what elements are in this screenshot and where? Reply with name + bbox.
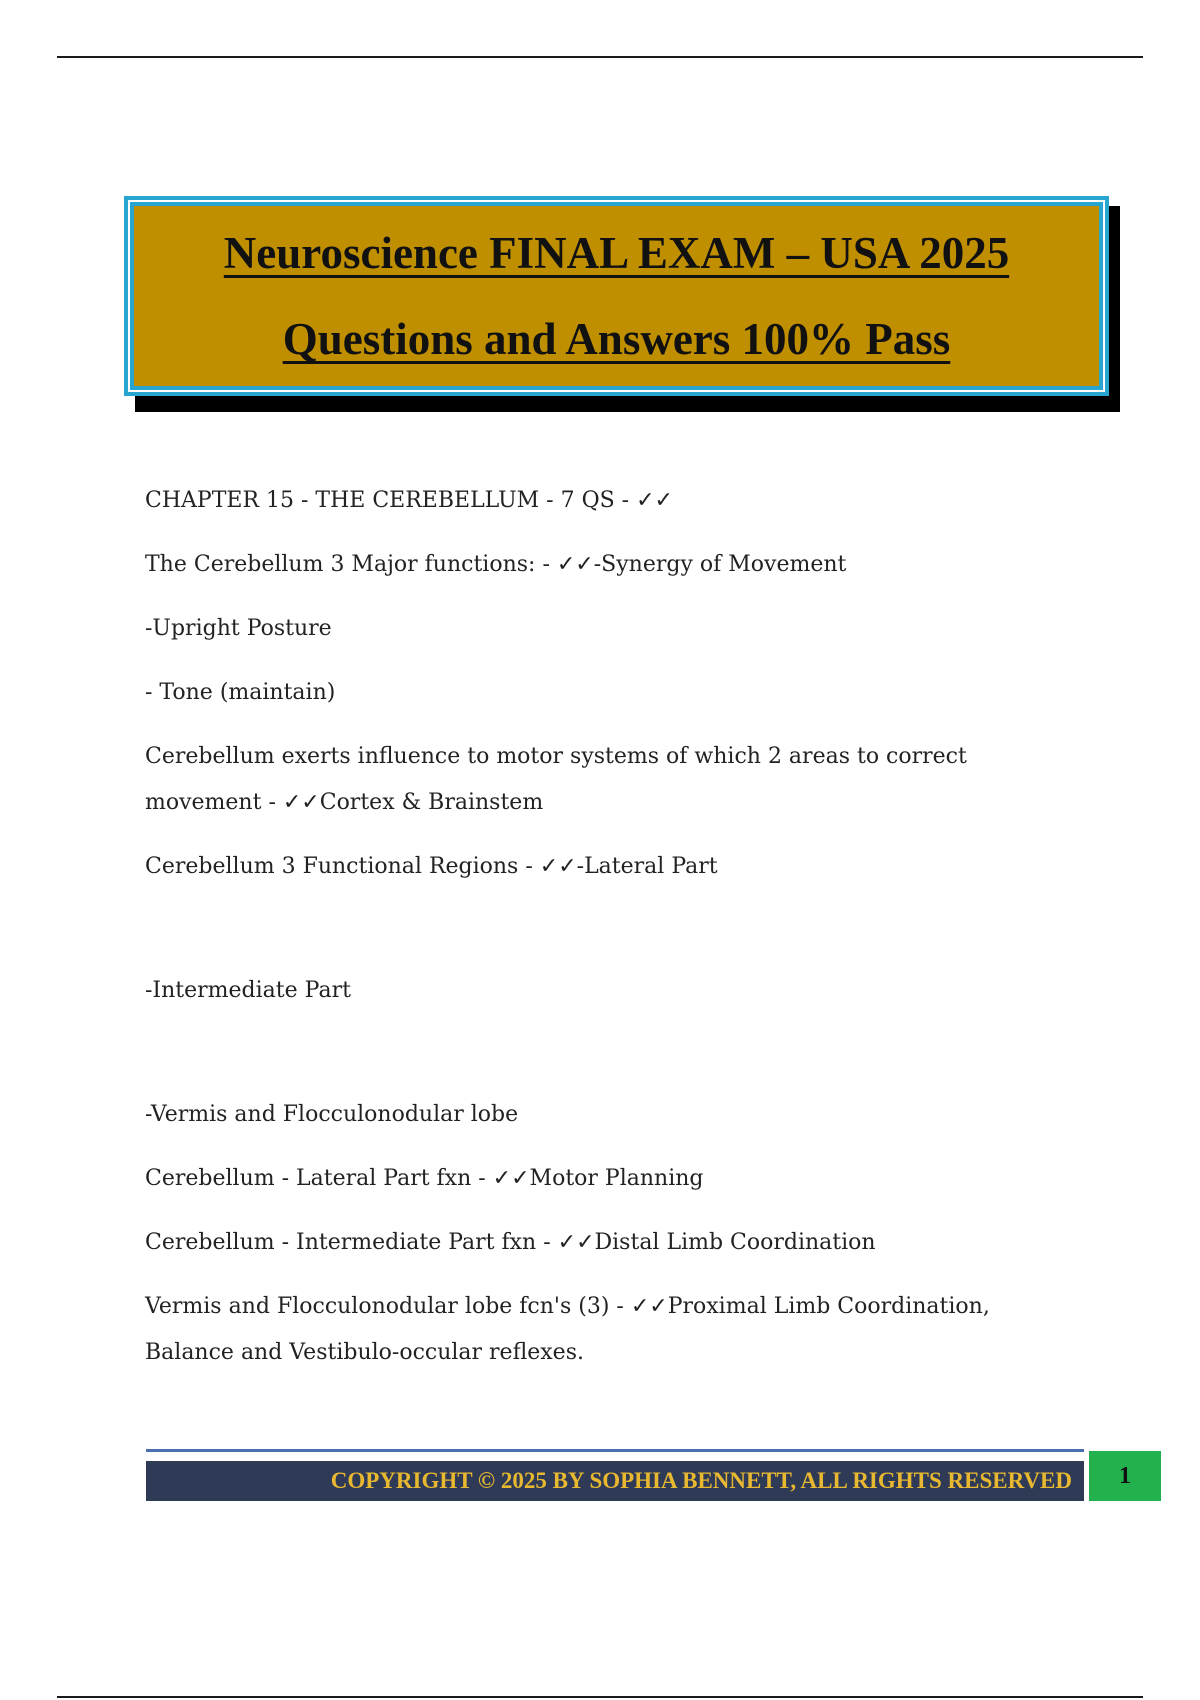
qa-paragraph: -Intermediate Part: [145, 978, 351, 1003]
qa-paragraph: -Upright Posture: [145, 616, 332, 641]
qa-paragraph: -Vermis and Flocculonodular lobe: [145, 1102, 519, 1127]
page-number: 1: [1119, 1462, 1131, 1489]
qa-paragraph: The Cerebellum 3 Major functions: - ✓✓-Synergy of Movement: [145, 552, 847, 577]
title-banner: [124, 196, 1109, 396]
title-fill: [134, 206, 1099, 386]
copyright-text: COPYRIGHT © 2025 BY SOPHIA BENNETT, ALL RIGHTS RESERVED: [330, 1468, 1072, 1493]
document-title-line-1: Neuroscience FINAL EXAM – USA 2025: [223, 228, 1010, 278]
qa-paragraph: Cerebellum - Lateral Part fxn - ✓✓Motor Planning: [145, 1166, 704, 1191]
qa-paragraph: Vermis and Flocculonodular lobe fcn's (3) - ✓✓Proximal Limb Coordination, Balance and Vestibulo-occular reflexes.: [145, 1294, 990, 1365]
qa-paragraph: Cerebellum 3 Functional Regions - ✓✓-Lateral Part: [145, 854, 718, 879]
qa-paragraph: Cerebellum - Intermediate Part fxn - ✓✓Distal Limb Coordination: [145, 1230, 876, 1255]
document-title-line-2: Questions and Answers 100% Pass: [282, 314, 951, 364]
chapter-heading: CHAPTER 15 - THE CEREBELLUM - 7 QS - ✓✓: [145, 488, 673, 513]
footer-rule: [146, 1449, 1084, 1452]
question-content: [145, 478, 1075, 1394]
top-rule: [57, 56, 1143, 58]
qa-paragraph: - Tone (maintain): [145, 680, 336, 705]
qa-paragraph: Cerebellum exerts influence to motor systems of which 2 areas to correct movement - ✓✓Cortex & Brainstem: [145, 744, 967, 815]
page-number-badge: [1089, 1451, 1161, 1501]
bottom-rule: [57, 1696, 1143, 1698]
footer-bar: [146, 1461, 1084, 1501]
